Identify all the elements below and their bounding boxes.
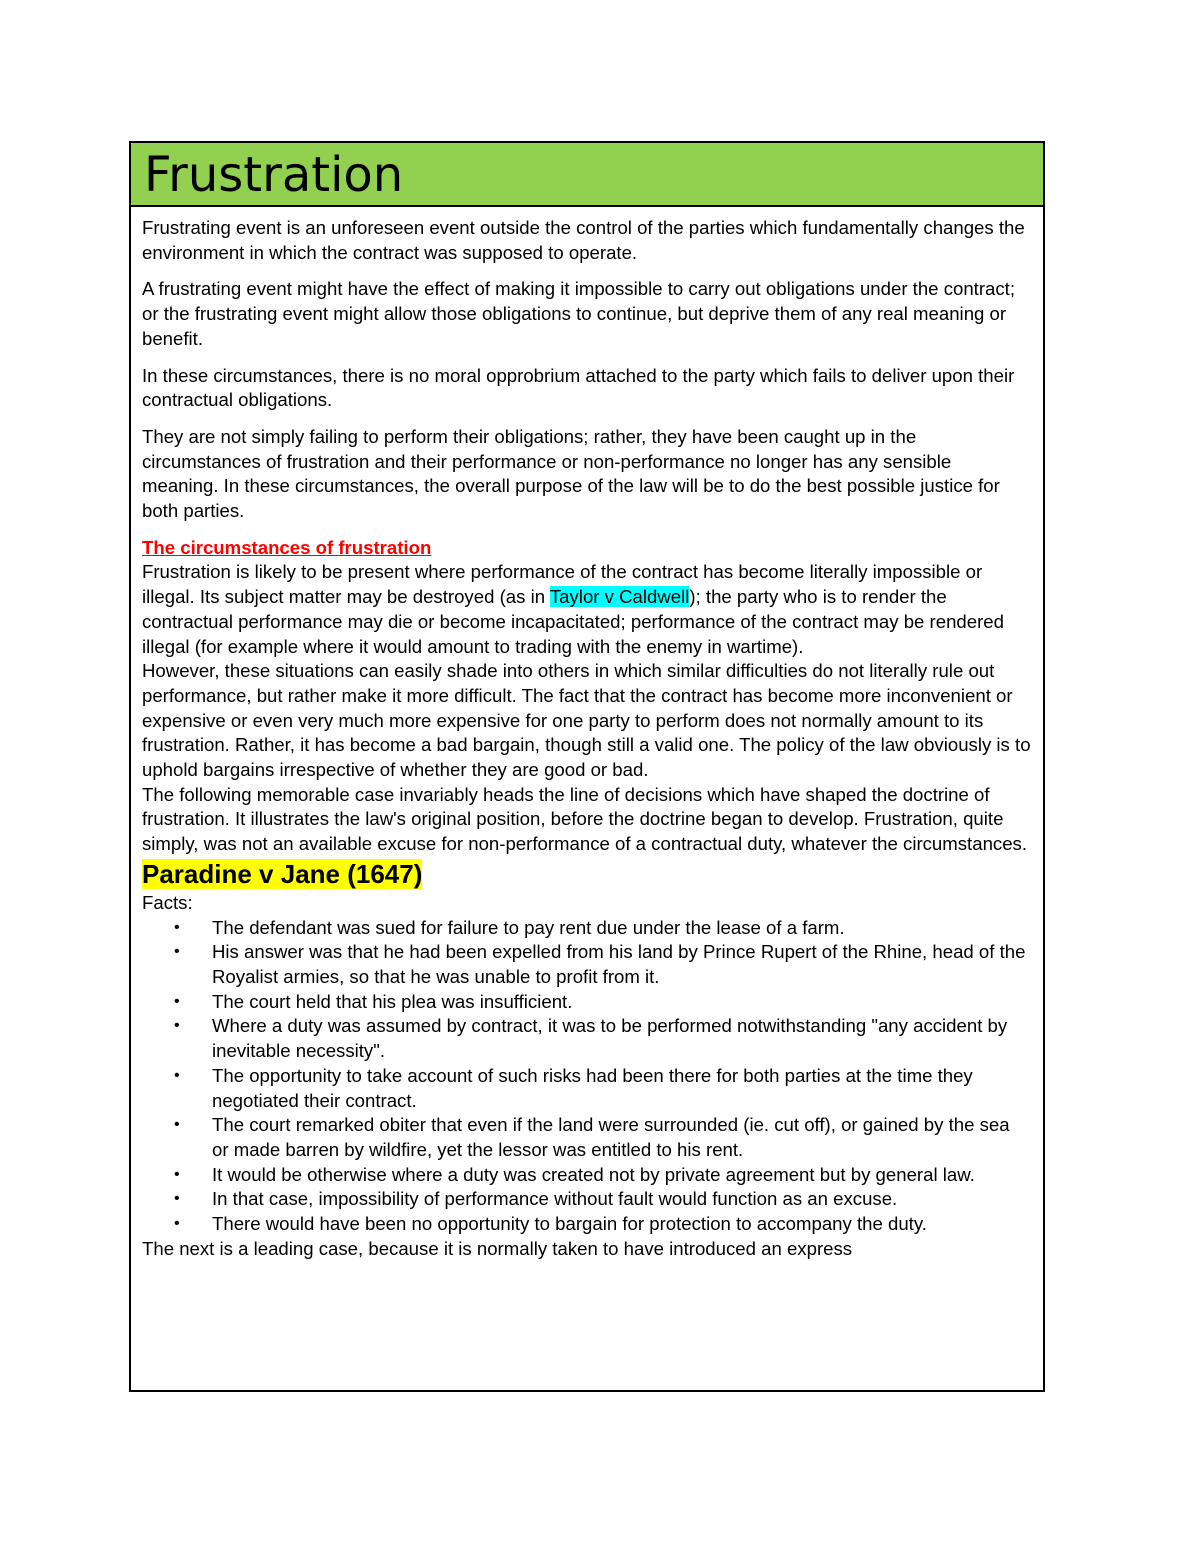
list-item — [174, 1187, 1031, 1212]
paragraph-justice: They are not simply failing to perform their obligations; rather, they have been caught up in the circumstances of frustration and their performance or non-performance no longer has any sensible meaning. In these circumstances, the overall purpose of the law will be to do the best possible justice for both parties. — [142, 425, 1000, 522]
document-body — [131, 207, 1043, 1261]
bullet-icon: • — [174, 943, 180, 961]
bullet-icon: • — [174, 1165, 180, 1183]
facts-label: Facts: — [142, 891, 193, 913]
title-bar — [131, 143, 1043, 207]
list-item-text: His answer was that he had been expelled from his land by Prince Rupert of the Rhine, head of the Royalist armies, so that he was unable to profit from it. — [212, 941, 1026, 987]
list-item — [174, 940, 1031, 989]
list-item-text: The court remarked obiter that even if the land were surrounded (ie. cut off), or gained by the sea or made barren by wildfire, yet the lessor was entitled to his rent. — [212, 1114, 1010, 1160]
bullet-icon: • — [174, 992, 180, 1010]
paragraph-impossibility-start: Frustration is likely to be present where performance of the contract has become literally impossible or illegal. Its subject matter may be destroyed (as in — [142, 561, 983, 608]
case-heading — [142, 857, 1031, 891]
paragraph-opprobrium: In these circumstances, there is no moral opprobrium attached to the party which fails to deliver upon their contractual obligations. — [142, 364, 1015, 411]
list-item — [174, 1113, 1031, 1162]
list-item — [174, 1014, 1031, 1063]
paragraph-memorable-case: The following memorable case invariably heads the line of decisions which have shaped the doctrine of frustration. It illustrates the law's original position, before the doctrine began to develop. Frustration, quite simply, was not an available excuse for non-performance of a contractual duty, whatever the circumstances. — [142, 783, 1028, 855]
paragraph-definition: Frustrating event is an unforeseen event outside the control of the parties which fundamentally changes the environment in which the contract was supposed to operate. — [142, 217, 1025, 263]
bullet-icon: • — [174, 1190, 180, 1208]
case-heading-highlight: Paradine v Jane (1647) — [142, 858, 423, 889]
bullet-icon: • — [174, 1116, 180, 1134]
list-item-text: The opportunity to take account of such risks had been there for both parties at the time they negotiated their contract. — [212, 1064, 973, 1111]
bullet-icon: • — [174, 1215, 180, 1233]
bullet-icon: • — [174, 1066, 180, 1084]
paragraph-impossibility-end: ); the party who is to render the contractual performance may die or become incapacitated; performance of the contract may be rendered illegal (for example where it would amount to trading with the enemy in wartime). — [142, 586, 1004, 657]
list-item — [174, 1212, 1031, 1237]
list-item — [174, 916, 1031, 941]
list-item-text: The defendant was sued for failure to pay rent due under the lease of a farm. — [212, 916, 845, 938]
paragraph-effect: A frustrating event might have the effect of making it impossible to carry out obligations under the contract; or the frustrating event might allow those obligations to continue, but deprive them of any real meaning or benefit. — [142, 278, 1015, 349]
list-item — [174, 1163, 1031, 1188]
list-item — [174, 1064, 1031, 1113]
bullet-icon: • — [174, 918, 180, 936]
page-title: Frustration — [144, 147, 404, 203]
list-item-text: It would be otherwise where a duty was created not by private agreement but by general law. — [212, 1163, 975, 1185]
paragraph-bad-bargain: However, these situations can easily shade into others in which similar difficulties do not literally rule out performance, but rather make it more difficult. The fact that the contract has become more inconvenient or expensive or even very much more expensive for one party to perform does not normally amount to its frustration. Rather, it has become a bad bargain, though still a valid one. The policy of the law obviously is to uphold bargains irrespective of whether they are good or bad. — [142, 660, 1031, 781]
list-item-text: The court held that his plea was insufficient. — [212, 990, 573, 1012]
case-reference-highlight: Taylor v Caldwell — [549, 586, 690, 608]
closing-line: The next is a leading case, because it is normally taken to have introduced an express — [142, 1237, 853, 1259]
section-heading: The circumstances of frustration — [142, 536, 432, 558]
document-box — [129, 141, 1045, 1392]
list-item-text: Where a duty was assumed by contract, it was to be performed notwithstanding "any accident by inevitable necessity". — [212, 1015, 1008, 1062]
list-item-text: There would have been no opportunity to bargain for protection to accompany the duty. — [212, 1213, 927, 1235]
list-item — [174, 990, 1031, 1015]
bullet-icon: • — [174, 1017, 180, 1035]
facts-list — [142, 916, 1031, 1237]
paragraph-impossibility — [142, 560, 1031, 659]
list-item-text: In that case, impossibility of performance without fault would function as an excuse. — [212, 1188, 898, 1210]
